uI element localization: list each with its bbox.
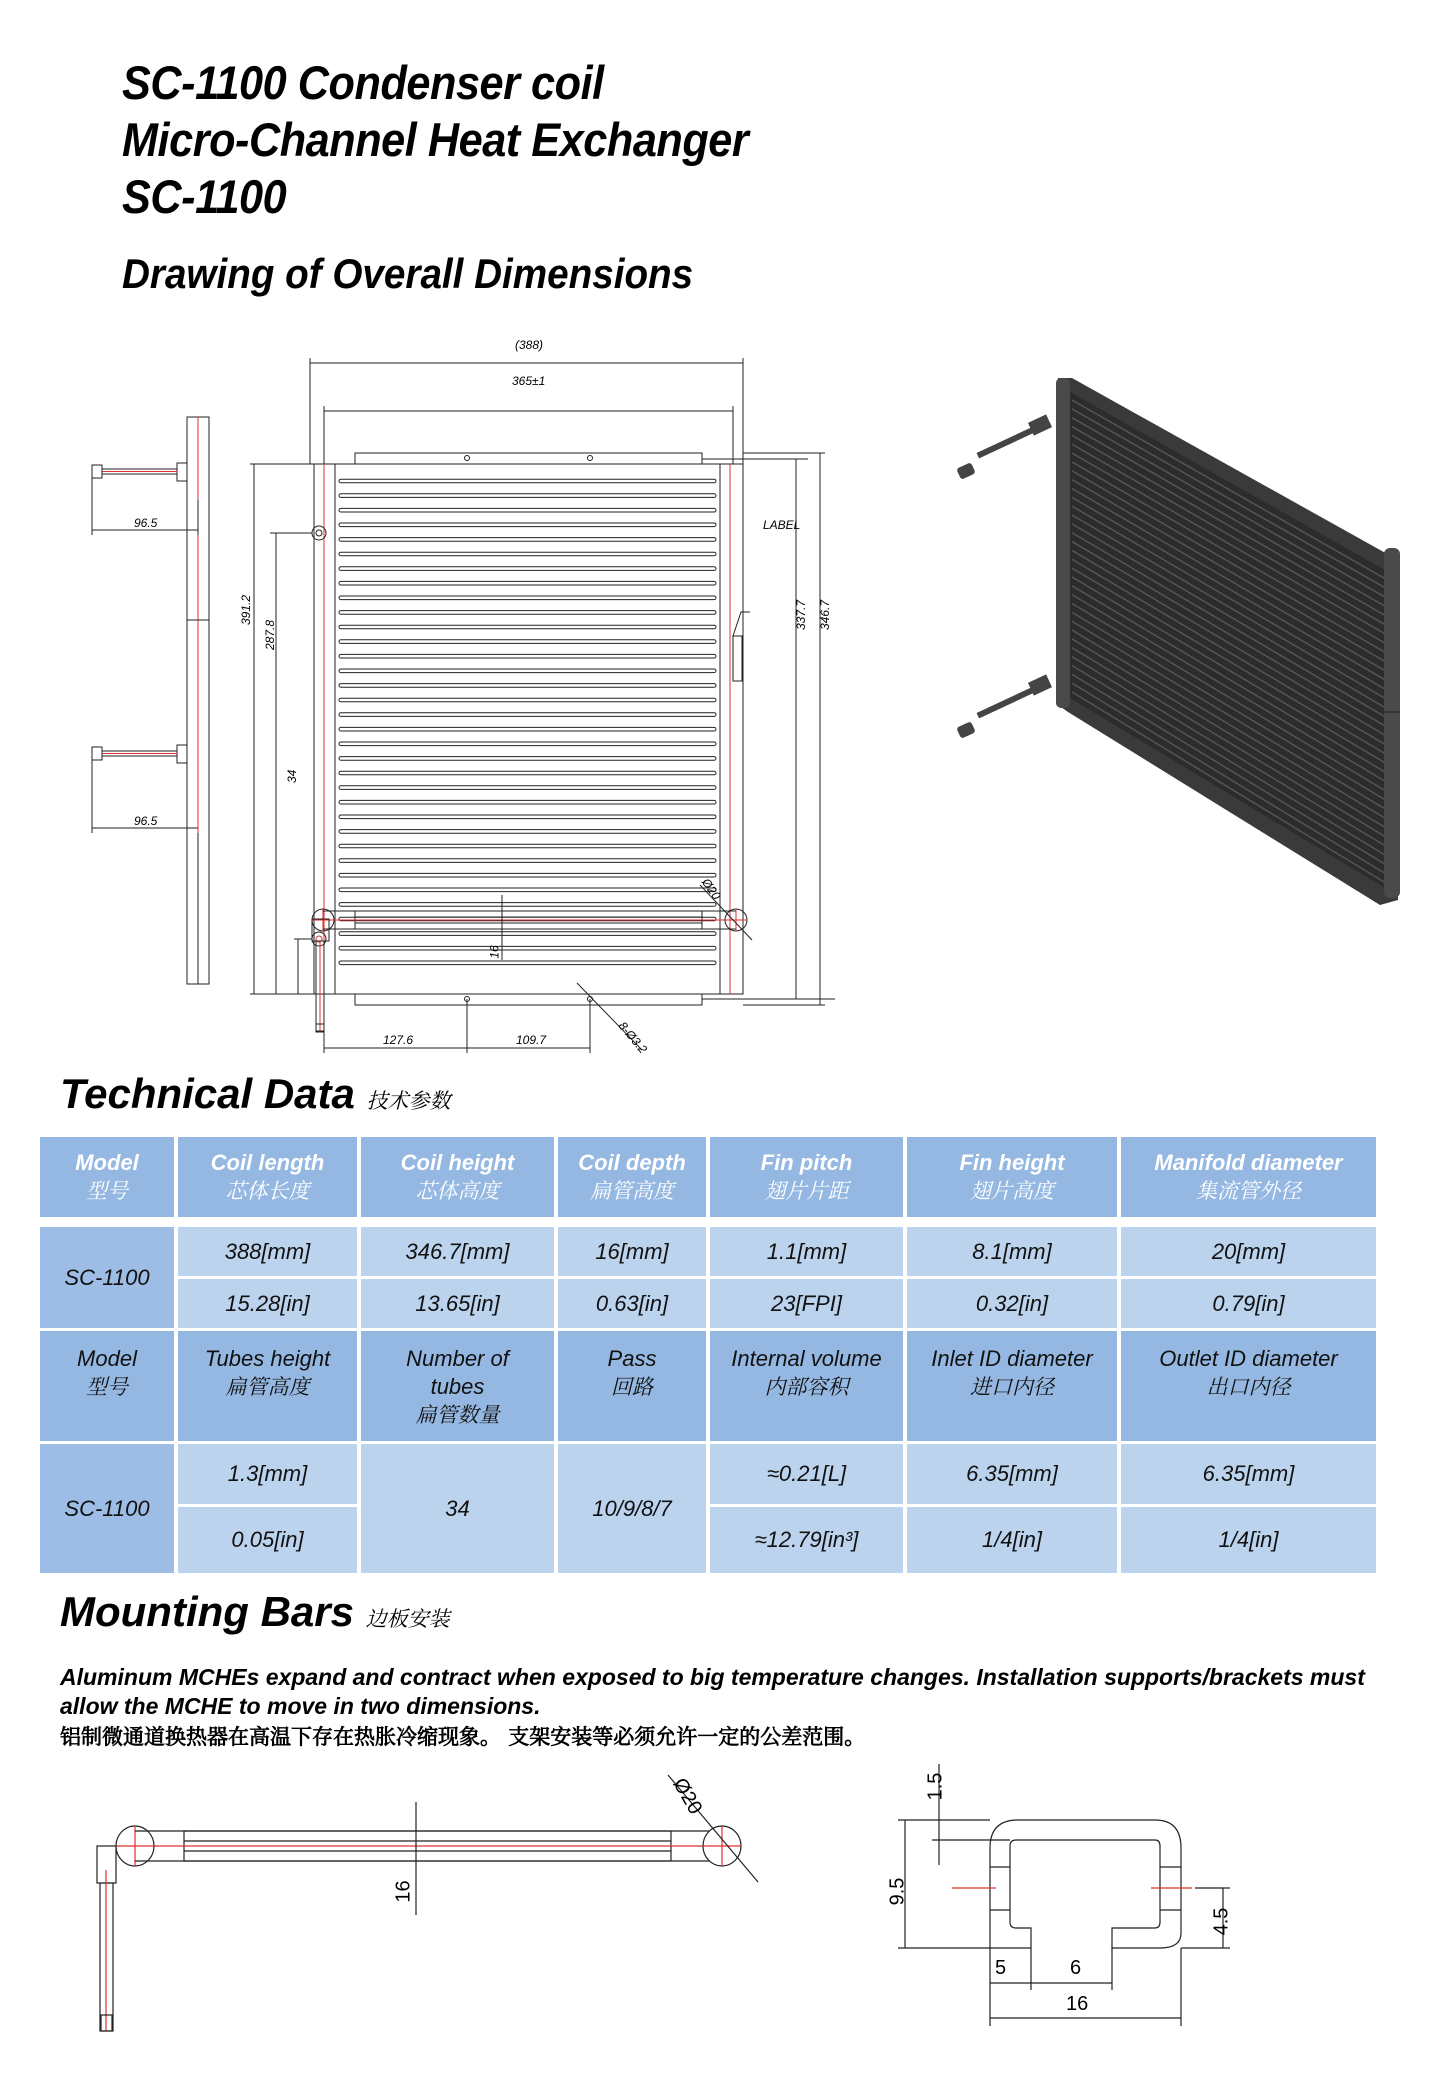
t1-cell: 16[mm]: [558, 1227, 706, 1276]
t2-header-inlet-id: Inlet ID diameter 进口内径: [907, 1331, 1117, 1441]
dim-core-height-b: 346.7: [818, 599, 832, 630]
t1-header-coil-height: Coil height 芯体高度: [361, 1137, 554, 1217]
t1-cell: 20[mm]: [1121, 1227, 1376, 1276]
t1-header-fin-pitch: Fin pitch 翅片片距: [710, 1137, 903, 1217]
dim-hole-1: 127.6: [383, 1033, 414, 1047]
dim-side-bottom: 96.5: [134, 814, 158, 828]
mounting-note-cn: 铝制微通道换热器在高温下存在热胀冷缩现象。 支架安装等必须允许一定的公差范围。: [60, 1725, 866, 1749]
t2-header-internal-volume: Internal volume 内部容积: [710, 1331, 903, 1441]
holes-callout: 8-Ø3.2: [615, 1018, 651, 1057]
t1-header-manifold-diameter: Manifold diameter 集流管外径: [1121, 1137, 1376, 1217]
heading-cn: 边板安装: [365, 1607, 450, 1631]
heading-en: Technical Data: [60, 1070, 355, 1117]
t2-header-number-of-tubes: Number of tubes 扁管数量: [361, 1331, 554, 1441]
mounting-manifold-dim: Ø20: [668, 1774, 707, 1819]
dim-port-spacing: 287.8: [263, 619, 277, 650]
t2-tubes-height-in: 0.05[in]: [178, 1507, 357, 1573]
title-line-1: SC-1100 Condenser coil: [122, 56, 604, 109]
dim-side-top: 96.5: [134, 516, 158, 530]
t2-number-of-tubes: 34: [361, 1444, 554, 1573]
drawing-subtitle: Drawing of Overall Dimensions: [122, 250, 694, 297]
heading-cn: 技术参数: [366, 1089, 451, 1113]
t2-inlet-mm: 6.35[mm]: [907, 1444, 1117, 1504]
t2-header-model: Model 型号: [40, 1331, 174, 1441]
t1-cell: 13.65[in]: [361, 1279, 554, 1328]
t2-outlet-mm: 6.35[mm]: [1121, 1444, 1376, 1504]
mounting-note-en: Aluminum MCHEs expand and contract when exposed to big temperature changes. Installation supports/brackets must allow the MCHE to move in two dimensions.: [60, 1664, 1365, 1719]
label-callout: LABEL: [763, 518, 801, 532]
t1-cell: 23[FPI]: [710, 1279, 903, 1328]
t1-cell: 0.32[in]: [907, 1279, 1117, 1328]
t2-volume-l: ≈0.21[L]: [710, 1444, 903, 1504]
t1-header-model: Model 型号: [40, 1137, 174, 1217]
dim-core-height-a: 337.7: [794, 599, 808, 630]
profile-thickness-dim: 1.5: [924, 1772, 947, 1801]
t1-header-fin-height: Fin height 翅片高度: [907, 1137, 1117, 1217]
t1-cell: 8.1[mm]: [907, 1227, 1117, 1276]
top-view-manifold: Ø20: [699, 875, 724, 903]
dim-overall-length: (388): [515, 338, 544, 352]
t1-header-coil-length: Coil length 芯体长度: [178, 1137, 357, 1217]
profile-slot-height-dim: 4.5: [1210, 1907, 1233, 1936]
title-line-2: Micro-Channel Heat Exchanger: [122, 113, 749, 166]
t2-tubes-height-mm: 1.3[mm]: [178, 1444, 357, 1504]
t2-header-outlet-id: Outlet ID diameter 出口内径: [1121, 1331, 1376, 1441]
profile-gap-dim: 6: [1070, 1957, 1082, 1979]
t1-header-coil-depth: Coil depth 扁管高度: [558, 1137, 706, 1217]
t1-model: SC-1100: [40, 1227, 174, 1328]
dim-height-total: 391.2: [239, 594, 253, 625]
t1-cell: 1.1[mm]: [710, 1227, 903, 1276]
t1-cell: 0.63[in]: [558, 1279, 706, 1328]
profile-left-dim: 5: [995, 1957, 1007, 1979]
t1-cell: 388[mm]: [178, 1227, 357, 1276]
profile-height-dim: 9.5: [886, 1877, 909, 1906]
t2-inlet-in: 1/4[in]: [907, 1507, 1117, 1573]
t2-pass: 10/9/8/7: [558, 1444, 706, 1573]
dim-core-length: 365±1: [512, 374, 546, 388]
heading-en: Mounting Bars: [60, 1588, 354, 1635]
t1-cell: 15.28[in]: [178, 1279, 357, 1328]
mounting-depth-dim: 16: [392, 1880, 415, 1903]
t2-outlet-in: 1/4[in]: [1121, 1507, 1376, 1573]
top-view-depth: 16: [487, 945, 502, 959]
t2-header-tubes-height: Tubes height 扁管高度: [178, 1331, 357, 1441]
title-line-3: SC-1100: [122, 170, 287, 223]
dim-hole-2: 109.7: [516, 1033, 547, 1047]
profile-width-dim: 16: [1066, 1993, 1089, 2015]
dim-port-bottom: 34: [285, 769, 299, 783]
t2-header-pass: Pass 回路: [558, 1331, 706, 1441]
t1-cell: 346.7[mm]: [361, 1227, 554, 1276]
t2-model: SC-1100: [40, 1444, 174, 1573]
t1-cell: 0.79[in]: [1121, 1279, 1376, 1328]
t2-volume-in3: ≈12.79[in³]: [710, 1507, 903, 1573]
